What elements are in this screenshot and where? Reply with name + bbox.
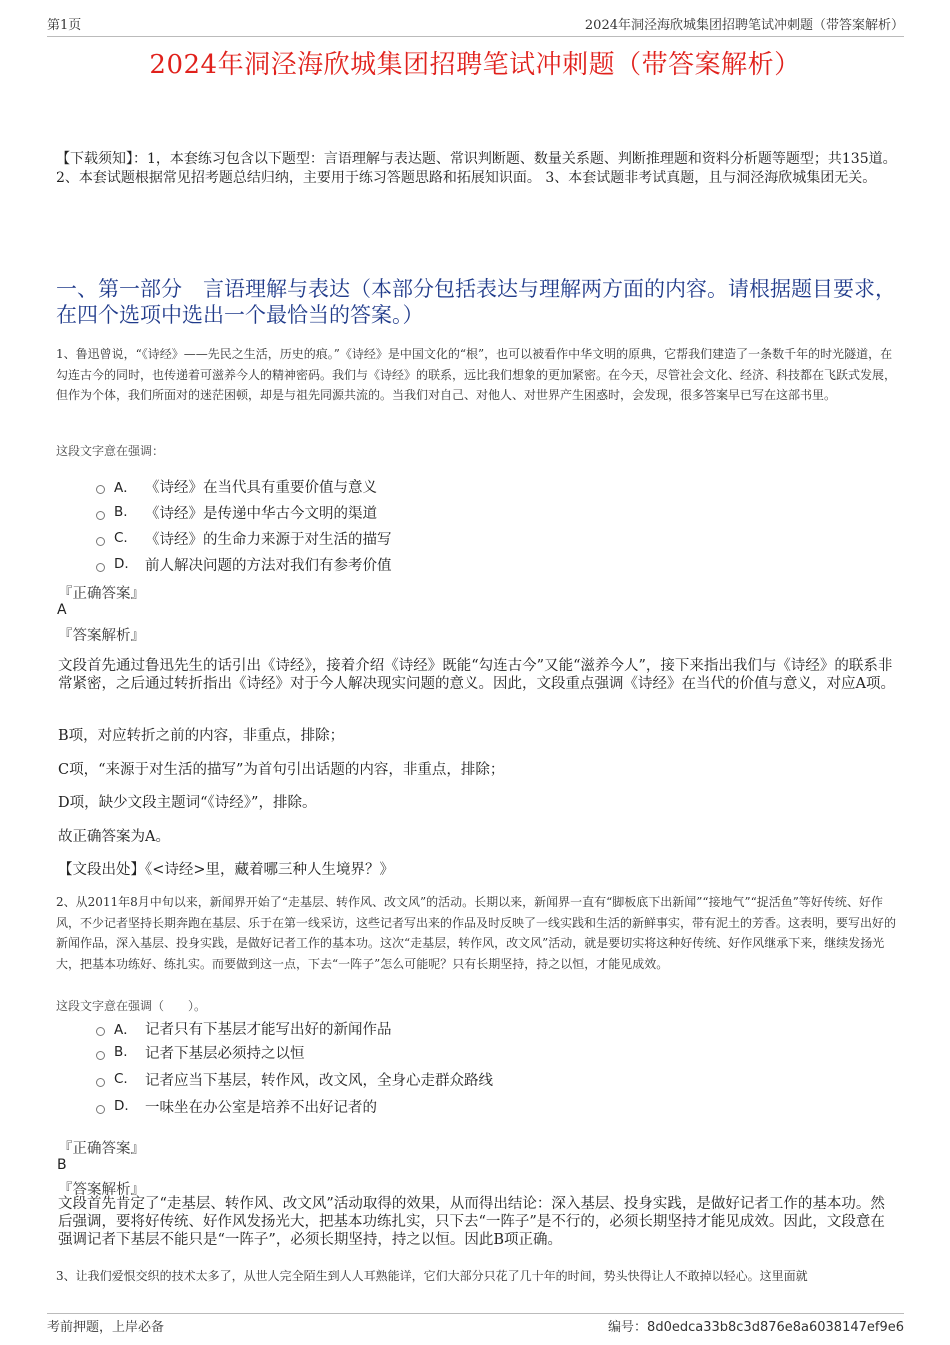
q2-answer-label: 『正确答案』 [58,1141,145,1157]
question-1-text: 1、鲁迅曾说，“《诗经》——先民之生活，历史的痕。”《诗经》是中国文化的“根”，也可以被看作中华文明的原典，它帮我们建造了一条数千年的时光隧道，在勾连古今的同时，也传递着可滋养今人的精神密码。我们与《诗经》的联系，远比我们想象的更加紧密。在今天，尽管社会文化、经济、科技都在飞跃式发展，但作为个体，我们所面对的迷茫困顿，却是与祖先同源共流的。当我们对自己、对他人、对世界产生困惑时，会发现，很多答案早已写在这部书里。 [56,347,897,402]
option-letter: D. [114,556,129,572]
q1-analysis-main: 文段首先通过鲁迅先生的话引出《诗经》，接着介绍《诗经》既能“勾连古今”又能“滋养今人”，接下来指出我们与《诗经》的联系非常紧密，之后通过转折指出《诗经》对于今人解决现实问题的意义。因此，文段重点强调《诗经》在当代的价值与意义，对应A项。 [58,658,895,692]
document-title: 2024年洞泾海欣城集团招聘笔试冲刺题（带答案解析） [149,50,801,80]
header-doc-title: 2024年洞泾海欣城集团招聘笔试冲刺题（带答案解析） [584,18,904,33]
page-header [47,14,904,37]
question-2-prompt: 这段文字意在强调（ ）。 [56,999,207,1013]
option-text: 《诗经》是传递中华古今文明的渠道 [145,505,377,522]
q1-option-a[interactable] [96,476,377,496]
q1-option-b[interactable] [96,502,377,522]
q1-answer: A [57,602,67,618]
q2-option-d[interactable] [96,1096,377,1116]
option-letter: B. [114,504,128,520]
footer-code [608,1316,904,1335]
page-number: 第1页 [47,18,82,33]
q1-analysis-d: D项，缺少文段主题词“《诗经》”，排除。 [58,795,317,811]
q1-answer-label: 『正确答案』 [58,586,145,602]
option-letter: A． [114,480,137,496]
q2-answer: B [57,1157,67,1173]
radio-icon[interactable] [96,537,105,546]
question-3-text: 3、让我们爱恨交织的技术太多了，从世人完全陌生到人人耳熟能详，它们大部分只花了几十年的时间，势头快得让人不敢掉以轻心。这里面就 [56,1269,808,1283]
radio-icon[interactable] [96,1027,105,1036]
radio-icon[interactable] [96,485,105,494]
q1-analysis-c: C项，“来源于对生活的描写”为首句引出话题的内容，非重点，排除； [58,762,505,778]
q1-conclusion: 故正确答案为A。 [58,829,170,845]
q2-option-c[interactable] [96,1069,493,1089]
radio-icon[interactable] [96,511,105,520]
q2-option-b[interactable] [96,1042,305,1062]
option-letter: D. [114,1098,129,1114]
question-1-prompt: 这段文字意在强调： [56,444,165,458]
radio-icon[interactable] [96,1078,105,1087]
question-2-text: 2、从2011年8月中旬以来，新闻界开始了“走基层、转作风、改文风”的活动。长期以来，新闻界一直有“脚板底下出新闻”“接地气”“捉活鱼”等好传统、好作风，不少记者坚持长期奔跑在基层、乐于在第一线采访，这些记者写出来的作品及时反映了一线实践和生活的新鲜事实，带有泥土的芳香。这表明，要写出好的新闻作品，深入基层、投身实践，是做好记者工作的基本功。这次“走基层，转作风，改文风”活动，就是要切实将这种好传统、好作风继承下来，继续发扬光大，把基本功练好、练扎实。而要做到这一点，下去“一阵子”怎么可能呢？只有长期坚持，持之以恒，才能见成效。 [56,895,897,971]
footer-slogan: 考前押题，上岸必备 [47,1320,165,1335]
radio-icon[interactable] [96,1105,105,1114]
option-text: 一味坐在办公室是培养不出好记者的 [145,1099,377,1116]
option-text: 前人解决问题的方法对我们有参考价值 [145,557,392,574]
q1-option-d[interactable] [96,554,392,574]
q1-analysis-label: 『答案解析』 [58,628,145,644]
q1-source: 【文段出处】《<诗经>里，藏着哪三种人生境界？》 [58,862,395,878]
option-text: 《诗经》的生命力来源于对生活的描写 [145,531,392,548]
option-text: 记者只有下基层才能写出好的新闻作品 [145,1021,392,1038]
page-footer [47,1313,904,1335]
q2-analysis: 文段首先肯定了“走基层、转作风、改文风”活动取得的效果，从而得出结论：深入基层、投身实践，是做好记者工作的基本功。然后强调，要将好传统、好作风发扬光大，把基本功练扎实，只下去“一阵子”是不行的，必须长期坚持才能见成效。因此，文段意在强调记者下基层不能只是“一阵子”，必须长期坚持，持之以恒。因此B项正确。 [58,1196,885,1248]
option-text: 《诗经》在当代具有重要价值与意义 [145,479,377,496]
radio-icon[interactable] [96,563,105,572]
footer-code-value: 8d0edca33b8c3d876e8a6038147ef9e6 [647,1320,904,1335]
option-letter: C. [114,530,128,546]
option-letter: C. [114,1071,128,1087]
option-text: 记者下基层必须持之以恒 [145,1045,305,1062]
download-notice: 【下载须知】：1，本套练习包含以下题型：言语理解与表达题、常识判断题、数量关系题、判断推理题和资料分析题等题型；共135道。 2、本套试题根据常见招考题总结归纳，主要用于练习答题思路和拓展知识面。 3、本套试题非考试真题，且与洞泾海欣城集团无关。 [56,151,897,186]
q1-analysis-b: B项，对应转折之前的内容，非重点，排除； [58,728,345,744]
option-letter: A． [114,1022,137,1038]
q1-option-c[interactable] [96,528,392,548]
section-heading: 一、第一部分 言语理解与表达（本部分包括表达与理解两方面的内容。请根据题目要求，在四个选项中选出一个最恰当的答案。） [56,277,896,327]
radio-icon[interactable] [96,1051,105,1060]
footer-code-label: 编号： [608,1320,648,1335]
option-letter: B. [114,1044,128,1060]
q2-analysis-label: 『答案解析』 [58,1182,145,1198]
option-text: 记者应当下基层，转作风，改文风，全身心走群众路线 [145,1072,493,1089]
q2-option-a[interactable] [96,1018,392,1038]
